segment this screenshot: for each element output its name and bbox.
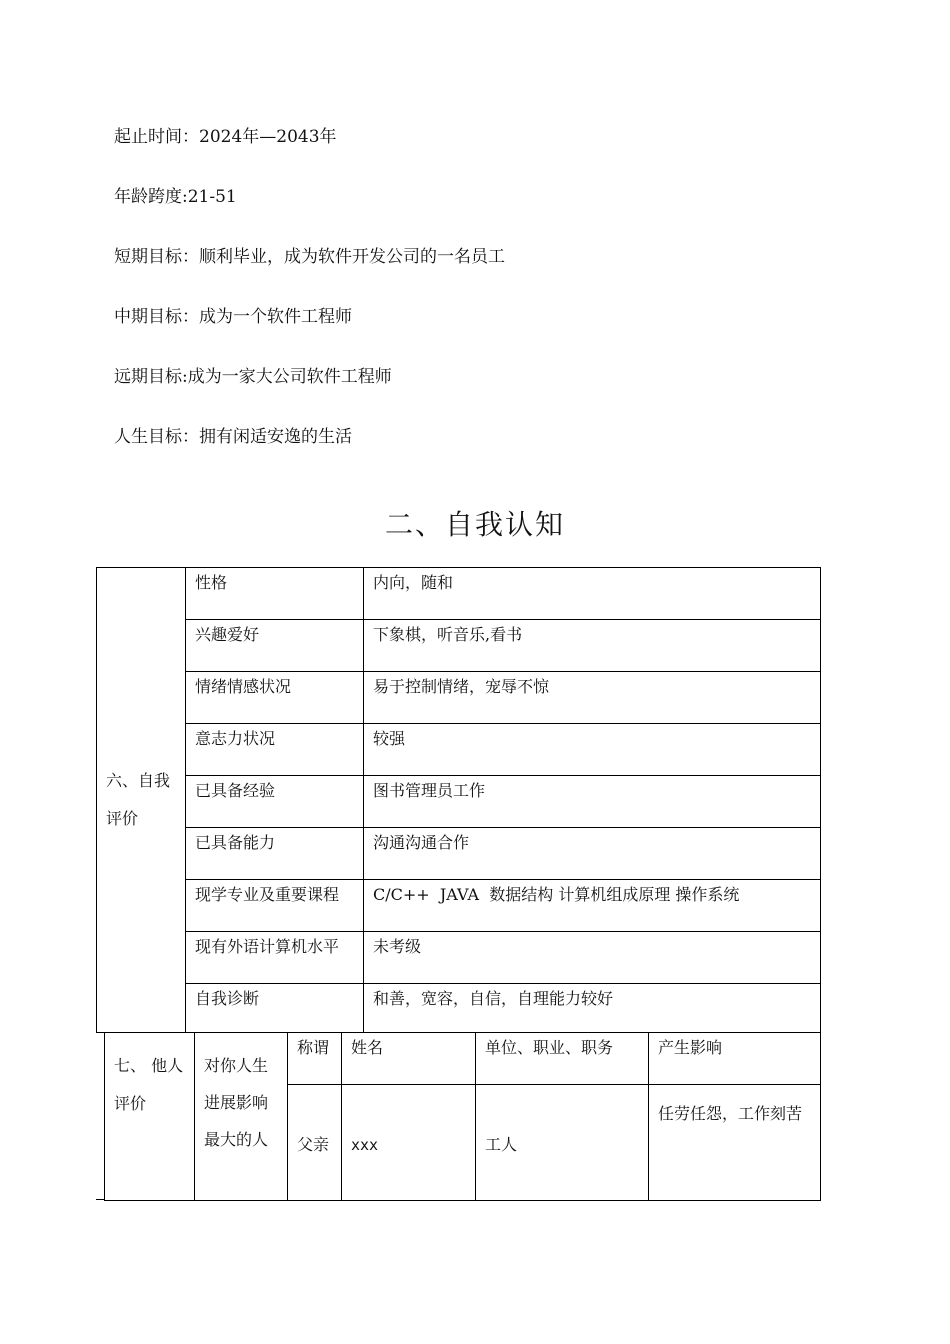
intro-line-short-term-goal: 短期目标：顺利毕业，成为软件开发公司的一名员工 — [114, 247, 505, 267]
self-evaluation-label: 六、自我评价 — [97, 568, 186, 1033]
item-cell: 兴趣爱好 — [186, 620, 364, 672]
intro-line-long-term-goal: 远期目标:成为一家大公司软件工程师 — [114, 367, 392, 387]
item-cell: 现学专业及重要课程 — [186, 880, 364, 932]
self-evaluation-table — [96, 567, 821, 1033]
table-row — [97, 776, 821, 828]
influencer-label: 对你人生进展影响最大的人 — [195, 1033, 288, 1201]
intro-line-period: 起止时间：2024年—2043年 — [114, 127, 337, 147]
value-cell: 较强 — [364, 724, 821, 776]
value-cell: 图书管理员工作 — [364, 776, 821, 828]
item-cell: 现有外语计算机水平 — [186, 932, 364, 984]
value-cell: 内向，随和 — [364, 568, 821, 620]
header-job: 单位、职业、职务 — [476, 1033, 649, 1085]
header-name: 姓名 — [342, 1033, 476, 1085]
value-cell: 未考级 — [364, 932, 821, 984]
intro-line-life-goal: 人生目标：拥有闲适安逸的生活 — [114, 427, 352, 447]
table-row — [97, 724, 821, 776]
table-edge-stub — [96, 1199, 104, 1200]
item-cell: 已具备经验 — [186, 776, 364, 828]
intro-line-mid-term-goal: 中期目标：成为一个软件工程师 — [114, 307, 352, 327]
intro-line-age-span: 年龄跨度:21-51 — [114, 187, 237, 207]
section-title: 二、自我认知 — [384, 508, 565, 541]
influence-cell: 任劳任怨，工作刻苦 — [649, 1085, 821, 1201]
value-cell: 易于控制情绪，宠辱不惊 — [364, 672, 821, 724]
name-cell: xxx — [342, 1085, 476, 1201]
table-row — [105, 1033, 821, 1085]
table-row — [97, 880, 821, 932]
item-cell: 已具备能力 — [186, 828, 364, 880]
table-row — [97, 984, 821, 1033]
value-cell: 和善，宽容，自信，自理能力较好 — [364, 984, 821, 1033]
value-cell: 沟通沟通合作 — [364, 828, 821, 880]
table-row — [97, 932, 821, 984]
header-title: 称谓 — [288, 1033, 342, 1085]
item-cell: 自我诊断 — [186, 984, 364, 1033]
header-influence: 产生影响 — [649, 1033, 821, 1085]
item-cell: 情绪情感状况 — [186, 672, 364, 724]
item-cell: 意志力状况 — [186, 724, 364, 776]
title-cell: 父亲 — [288, 1085, 342, 1201]
table-row — [97, 828, 821, 880]
table-row — [97, 672, 821, 724]
others-evaluation-table — [104, 1032, 821, 1201]
others-evaluation-label: 七、 他人评价 — [105, 1033, 195, 1201]
table-row — [97, 620, 821, 672]
job-cell: 工人 — [476, 1085, 649, 1201]
item-cell: 性格 — [186, 568, 364, 620]
table-row — [97, 568, 821, 620]
value-cell: 下象棋，听音乐,看书 — [364, 620, 821, 672]
value-cell: C/C++ JAVA 数据结构 计算机组成原理 操作系统 — [364, 880, 821, 932]
